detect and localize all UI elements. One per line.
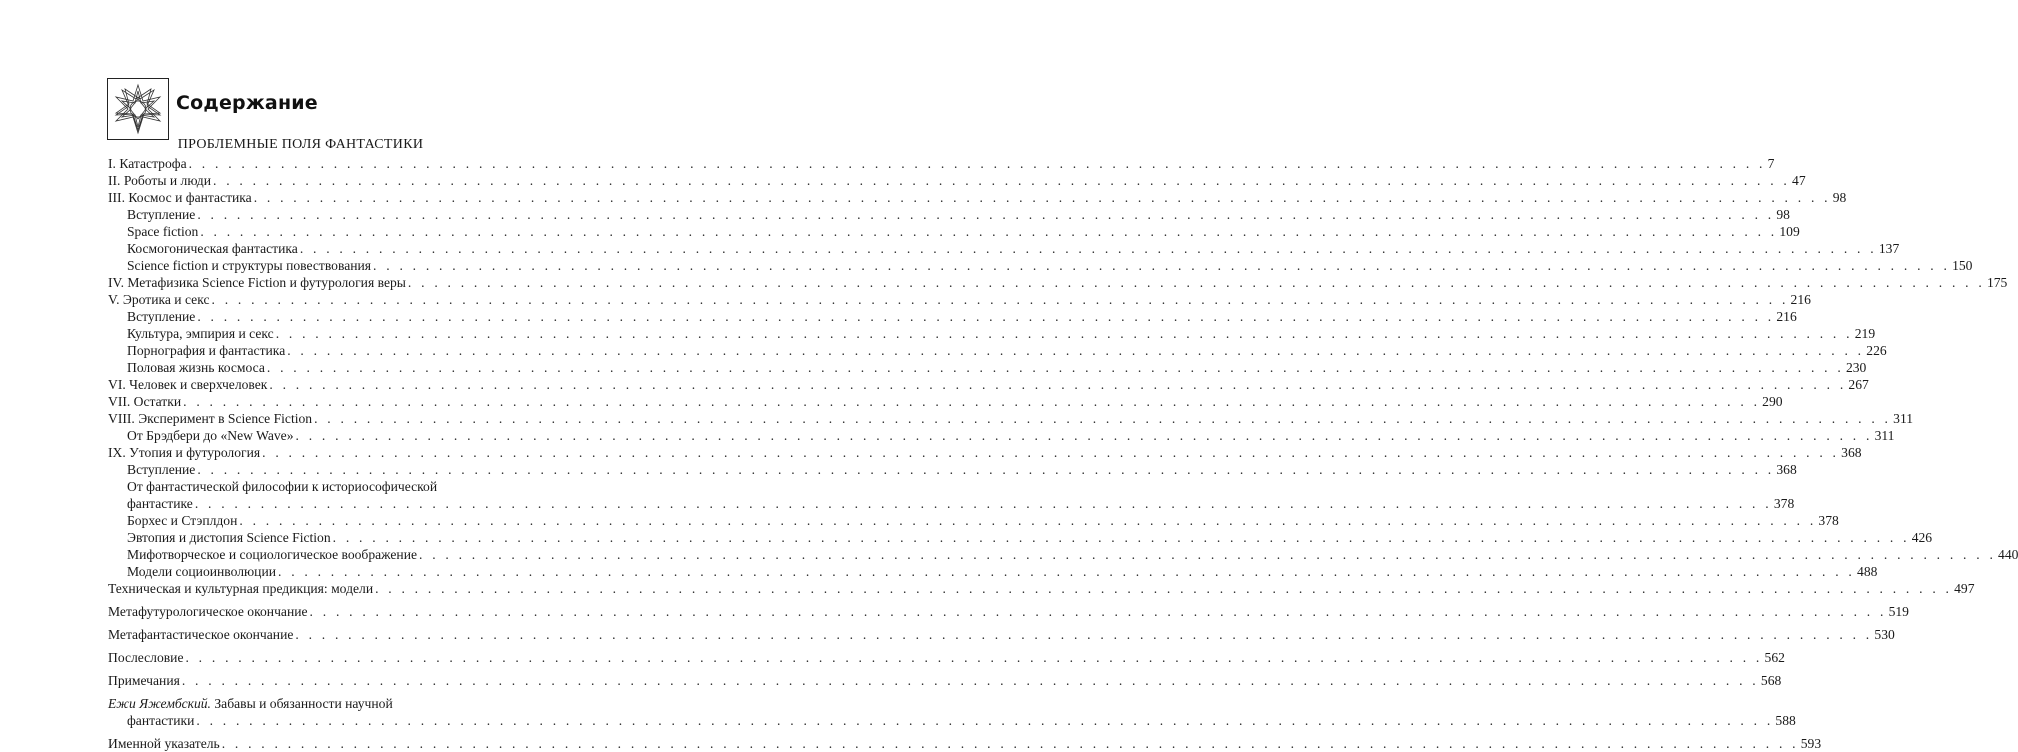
toc-entry-label: Метафантастическое окончание bbox=[108, 627, 294, 642]
toc-entry-label: Вступление bbox=[127, 207, 196, 222]
toc-entry[interactable] bbox=[108, 672, 1782, 689]
toc-entry-page: 150 bbox=[1952, 258, 1973, 273]
dot-leader: . . . . . . . . . . . . . . . . . . . . . . . . . . . . . . . . . . . . . . . . . . . . . . . . . . . . . . . . . . . . . . . . . . . . . . . . . . . . . . . . . . . . . . . . . . . . . . . . . . . . . . . . . . . . . . . . . . . . . . . . bbox=[299, 241, 1877, 256]
toc-entry-page: 175 bbox=[1986, 275, 2008, 290]
section-heading: ПРОБЛЕМНЫЕ ПОЛЯ ФАНТАСТИКИ bbox=[177, 137, 424, 152]
toc-entry-page: 530 bbox=[1874, 627, 1895, 642]
toc-entry-page: 378 bbox=[1818, 513, 1839, 528]
toc-entry-label: Эвтопия и дистопия Science Fiction bbox=[127, 530, 331, 545]
toc-entry-label: От Брэдбери до «New Wave» bbox=[127, 428, 294, 443]
toc-entry-label: Модели социоинволюции bbox=[127, 564, 276, 579]
toc-entry-page: 426 bbox=[1911, 530, 1933, 545]
toc-entry-label: Вступление bbox=[127, 462, 196, 477]
toc-entry-label: I. Катастрофа bbox=[108, 156, 187, 171]
toc-entry-page: 440 bbox=[1998, 547, 2018, 562]
dot-leader: . . . . . . . . . . . . . . . . . . . . . . . . . . . . . . . . . . . . . . . . . . . . . . . . . . . . . . . . . . . . . . . . . . . . . . . . . . . . . . . . . . . . . . . . . . . . . . . . . . . . . . . . . . . . . . . . . . . . . . . . bbox=[266, 360, 1844, 375]
toc-entry[interactable] bbox=[108, 240, 1900, 257]
toc-entry[interactable] bbox=[108, 712, 1796, 729]
toc-entry-page: 568 bbox=[1760, 673, 1782, 688]
toc-entry[interactable] bbox=[108, 546, 2018, 563]
toc-entry-page: 519 bbox=[1888, 604, 1909, 619]
dot-leader: . . . . . . . . . . . . . . . . . . . . . . . . . . . . . . . . . . . . . . . . . . . . . . . . . . . . . . . . . . . . . . . . . . . . . . . . . . . . . . . . . . . . . . . . . . . . . . . . . . . . . . . . . . . . . . . . . . . . . . . . bbox=[239, 513, 1817, 528]
toc-entry-page: 497 bbox=[1954, 581, 1975, 596]
dot-leader: . . . . . . . . . . . . . . . . . . . . . . . . . . . . . . . . . . . . . . . . . . . . . . . . . . . . . . . . . . . . . . . . . . . . . . . . . . . . . . . . . . . . . . . . . . . . . . . . . . . . . . . . . . . . . . . . . . . . . . . . bbox=[407, 275, 1985, 290]
toc-entry-page: 137 bbox=[1878, 241, 1900, 256]
page-title: Содержание bbox=[176, 92, 318, 114]
star-ornament-icon bbox=[107, 78, 169, 140]
dot-leader: . . . . . . . . . . . . . . . . . . . . . . . . . . . . . . . . . . . . . . . . . . . . . . . . . . . . . . . . . . . . . . . . . . . . . . . . . . . . . . . . . . . . . . . . . . . . . . . . . . . . . . . . . . . . . . . . . . . . . . . . bbox=[419, 547, 1997, 562]
toc-entry-page: 98 bbox=[1832, 190, 1847, 205]
toc-entry-label: Техническая и культурная предикция: модели bbox=[108, 581, 374, 596]
toc-entry[interactable] bbox=[108, 206, 1790, 223]
author-name: Ежи Яжембский. bbox=[108, 696, 211, 711]
toc-entry[interactable] bbox=[108, 495, 1795, 512]
toc-entry[interactable] bbox=[108, 529, 1933, 546]
toc-entry[interactable] bbox=[108, 189, 1847, 206]
toc-entry-page: 368 bbox=[1841, 445, 1862, 460]
toc-entry[interactable] bbox=[108, 325, 1876, 342]
toc-entry-label: Порнография и фантастика bbox=[127, 343, 286, 358]
toc-entry-label: Примечания bbox=[108, 673, 180, 688]
toc-entry-label: V. Эротика и секс bbox=[108, 292, 210, 307]
toc-entry[interactable] bbox=[108, 308, 1797, 325]
dot-leader: . . . . . . . . . . . . . . . . . . . . . . . . . . . . . . . . . . . . . . . . . . . . . . . . . . . . . . . . . . . . . . . . . . . . . . . . . . . . . . . . . . . . . . . . . . . . . . . . . . . . . . . . . . . . . . . . . . . . . . . . bbox=[295, 627, 1873, 642]
toc-entry-label: Science fiction и структуры повествования bbox=[127, 258, 372, 273]
toc-entry[interactable] bbox=[108, 291, 1811, 308]
toc-entry[interactable] bbox=[108, 223, 1800, 240]
toc-entry-page: 267 bbox=[1848, 377, 1869, 392]
dot-leader: . . . . . . . . . . . . . . . . . . . . . . . . . . . . . . . . . . . . . . . . . . . . . . . . . . . . . . . . . . . . . . . . . . . . . . . . . . . . . . . . . . . . . . . . . . . . . . . . . . . . . . . . . . . . . . . . . . . . . . . . bbox=[197, 309, 1775, 324]
dot-leader: . . . . . . . . . . . . . . . . . . . . . . . . . . . . . . . . . . . . . . . . . . . . . . . . . . . . . . . . . . . . . . . . . . . . . . . . . . . . . . . . . . . . . . . . . . . . . . . . . . . . . . . . . . . . . . . . . . . . . . . . bbox=[221, 736, 1799, 751]
toc-entry[interactable] bbox=[108, 563, 1878, 580]
dot-leader: . . . . . . . . . . . . . . . . . . . . . . . . . . . . . . . . . . . . . . . . . . . . . . . . . . . . . . . . . . . . . . . . . . . . . . . . . . . . . . . . . . . . . . . . . . . . . . . . . . . . . . . . . . . . . . . . . . . . . . . . bbox=[262, 445, 1840, 460]
toc-entry[interactable] bbox=[108, 735, 1822, 752]
dot-leader: . . . . . . . . . . . . . . . . . . . . . . . . . . . . . . . . . . . . . . . . . . . . . . . . . . . . . . . . . . . . . . . . . . . . . . . . . . . . . . . . . . . . . . . . . . . . . . . . . . . . . . . . . . . . . . . . . . . . . . . . bbox=[269, 377, 1847, 392]
dot-leader: . . . . . . . . . . . . . . . . . . . . . . . . . . . . . . . . . . . . . . . . . . . . . . . . . . . . . . . . . . . . . . . . . . . . . . . . . . . . . . . . . . . . . . . . . . . . . . . . . . . . . . . . . . . . . . . . . . . . . . . . bbox=[314, 411, 1892, 426]
toc-entry[interactable] bbox=[108, 649, 1785, 666]
toc-entry-page: 216 bbox=[1790, 292, 1811, 307]
toc-entry[interactable] bbox=[108, 155, 1775, 172]
toc-entry-page: 378 bbox=[1773, 496, 1795, 511]
toc-entry-label: IV. Метафизика Science Fiction и футурология веры bbox=[108, 275, 406, 290]
toc-entry[interactable] bbox=[108, 626, 1895, 643]
dot-leader: . . . . . . . . . . . . . . . . . . . . . . . . . . . . . . . . . . . . . . . . . . . . . . . . . . . . . . . . . . . . . . . . . . . . . . . . . . . . . . . . . . . . . . . . . . . . . . . . . . . . . . . . . . . . . . . . . . . . . . . . bbox=[197, 207, 1775, 222]
toc-entry-page: 368 bbox=[1776, 462, 1797, 477]
toc-entry[interactable] bbox=[108, 376, 1869, 393]
dot-leader: . . . . . . . . . . . . . . . . . . . . . . . . . . . . . . . . . . . . . . . . . . . . . . . . . . . . . . . . . . . . . . . . . . . . . . . . . . . . . . . . . . . . . . . . . . . . . . . . . . . . . . . . . . . . . . . . . . . . . . . . bbox=[181, 673, 1759, 688]
toc-entry-page: 7 bbox=[1767, 156, 1775, 171]
toc-entry-label-line bbox=[108, 695, 493, 712]
dot-leader: . . . . . . . . . . . . . . . . . . . . . . . . . . . . . . . . . . . . . . . . . . . . . . . . . . . . . . . . . . . . . . . . . . . . . . . . . . . . . . . . . . . . . . . . . . . . . . . . . . . . . . . . . . . . . . . . . . . . . . . . bbox=[211, 292, 1789, 307]
toc-entry-page: 109 bbox=[1779, 224, 1800, 239]
toc-entry-page: 216 bbox=[1776, 309, 1797, 324]
toc-entry[interactable] bbox=[108, 444, 1862, 461]
toc-entry[interactable] bbox=[108, 427, 1895, 444]
toc-entry-label: VII. Остатки bbox=[108, 394, 182, 409]
dot-leader: . . . . . . . . . . . . . . . . . . . . . . . . . . . . . . . . . . . . . . . . . . . . . . . . . . . . . . . . . . . . . . . . . . . . . . . . . . . . . . . . . . . . . . . . . . . . . . . . . . . . . . . . . . . . . . . . . . . . . . . . bbox=[309, 604, 1887, 619]
dot-leader: . . . . . . . . . . . . . . . . . . . . . . . . . . . . . . . . . . . . . . . . . . . . . . . . . . . . . . . . . . . . . . . . . . . . . . . . . . . . . . . . . . . . . . . . . . . . . . . . . . . . . . . . . . . . . . . . . . . . . . . . bbox=[200, 224, 1778, 239]
toc-entry-label: VIII. Эксперимент в Science Fiction bbox=[108, 411, 313, 426]
toc-entry[interactable] bbox=[108, 172, 1806, 189]
dot-leader: . . . . . . . . . . . . . . . . . . . . . . . . . . . . . . . . . . . . . . . . . . . . . . . . . . . . . . . . . . . . . . . . . . . . . . . . . . . . . . . . . . . . . . . . . . . . . . . . . . . . . . . . . . . . . . . . . . . . . . . . bbox=[194, 496, 1772, 511]
toc-entry-page: 290 bbox=[1762, 394, 1783, 409]
dot-leader: . . . . . . . . . . . . . . . . . . . . . . . . . . . . . . . . . . . . . . . . . . . . . . . . . . . . . . . . . . . . . . . . . . . . . . . . . . . . . . . . . . . . . . . . . . . . . . . . . . . . . . . . . . . . . . . . . . . . . . . . bbox=[295, 428, 1873, 443]
toc-entry-page: 230 bbox=[1845, 360, 1867, 375]
toc-entry-label: Вступление bbox=[127, 309, 196, 324]
dot-leader: . . . . . . . . . . . . . . . . . . . . . . . . . . . . . . . . . . . . . . . . . . . . . . . . . . . . . . . . . . . . . . . . . . . . . . . . . . . . . . . . . . . . . . . . . . . . . . . . . . . . . . . . . . . . . . . . . . . . . . . . bbox=[373, 258, 1951, 273]
toc-entry[interactable] bbox=[108, 393, 1783, 410]
dot-leader: . . . . . . . . . . . . . . . . . . . . . . . . . . . . . . . . . . . . . . . . . . . . . . . . . . . . . . . . . . . . . . . . . . . . . . . . . . . . . . . . . . . . . . . . . . . . . . . . . . . . . . . . . . . . . . . . . . . . . . . . bbox=[196, 713, 1774, 728]
dot-leader: . . . . . . . . . . . . . . . . . . . . . . . . . . . . . . . . . . . . . . . . . . . . . . . . . . . . . . . . . . . . . . . . . . . . . . . . . . . . . . . . . . . . . . . . . . . . . . . . . . . . . . . . . . . . . . . . . . . . . . . . bbox=[188, 156, 1766, 171]
toc-entry-title: Забавы и обязанности научной bbox=[210, 696, 393, 711]
toc-entry-page: 562 bbox=[1764, 650, 1785, 665]
toc-entry[interactable] bbox=[108, 274, 2008, 291]
toc-entry-label: Космогоническая фантастика bbox=[127, 241, 298, 256]
dot-leader: . . . . . . . . . . . . . . . . . . . . . . . . . . . . . . . . . . . . . . . . . . . . . . . . . . . . . . . . . . . . . . . . . . . . . . . . . . . . . . . . . . . . . . . . . . . . . . . . . . . . . . . . . . . . . . . . . . . . . . . . bbox=[275, 326, 1853, 341]
dot-leader: . . . . . . . . . . . . . . . . . . . . . . . . . . . . . . . . . . . . . . . . . . . . . . . . . . . . . . . . . . . . . . . . . . . . . . . . . . . . . . . . . . . . . . . . . . . . . . . . . . . . . . . . . . . . . . . . . . . . . . . . bbox=[332, 530, 1910, 545]
toc-entry-label: Культура, эмпирия и секс bbox=[127, 326, 274, 341]
dot-leader: . . . . . . . . . . . . . . . . . . . . . . . . . . . . . . . . . . . . . . . . . . . . . . . . . . . . . . . . . . . . . . . . . . . . . . . . . . . . . . . . . . . . . . . . . . . . . . . . . . . . . . . . . . . . . . . . . . . . . . . . bbox=[278, 564, 1856, 579]
toc-entry-page: 588 bbox=[1775, 713, 1796, 728]
dot-leader: . . . . . . . . . . . . . . . . . . . . . . . . . . . . . . . . . . . . . . . . . . . . . . . . . . . . . . . . . . . . . . . . . . . . . . . . . . . . . . . . . . . . . . . . . . . . . . . . . . . . . . . . . . . . . . . . . . . . . . . . bbox=[253, 190, 1831, 205]
dot-leader: . . . . . . . . . . . . . . . . . . . . . . . . . . . . . . . . . . . . . . . . . . . . . . . . . . . . . . . . . . . . . . . . . . . . . . . . . . . . . . . . . . . . . . . . . . . . . . . . . . . . . . . . . . . . . . . . . . . . . . . . bbox=[197, 462, 1775, 477]
toc-entry-page: 593 bbox=[1800, 736, 1822, 751]
dot-leader: . . . . . . . . . . . . . . . . . . . . . . . . . . . . . . . . . . . . . . . . . . . . . . . . . . . . . . . . . . . . . . . . . . . . . . . . . . . . . . . . . . . . . . . . . . . . . . . . . . . . . . . . . . . . . . . . . . . . . . . . bbox=[375, 581, 1953, 596]
toc-entry-label-line: От фантастической философии к историософической bbox=[127, 479, 438, 494]
toc-entry-page: 226 bbox=[1866, 343, 1887, 358]
toc-entry-label: Послесловие bbox=[108, 650, 184, 665]
toc-entry-label: Борхес и Стэплдон bbox=[127, 513, 238, 528]
toc-entry-label: фантастике bbox=[127, 496, 193, 511]
toc-entry-label: II. Роботы и люди bbox=[108, 173, 211, 188]
toc-entry-label: Space fiction bbox=[127, 224, 199, 239]
toc-entry[interactable] bbox=[108, 257, 1973, 274]
dot-leader: . . . . . . . . . . . . . . . . . . . . . . . . . . . . . . . . . . . . . . . . . . . . . . . . . . . . . . . . . . . . . . . . . . . . . . . . . . . . . . . . . . . . . . . . . . . . . . . . . . . . . . . . . . . . . . . . . . . . . . . . bbox=[185, 650, 1763, 665]
dot-leader: . . . . . . . . . . . . . . . . . . . . . . . . . . . . . . . . . . . . . . . . . . . . . . . . . . . . . . . . . . . . . . . . . . . . . . . . . . . . . . . . . . . . . . . . . . . . . . . . . . . . . . . . . . . . . . . . . . . . . . . . bbox=[287, 343, 1865, 358]
toc-entry[interactable] bbox=[108, 603, 1909, 620]
toc-entry[interactable] bbox=[108, 512, 1839, 529]
toc-entry-label: IX. Утопия и футурология bbox=[108, 445, 261, 460]
toc-entry-label: VI. Человек и сверхчеловек bbox=[108, 377, 268, 392]
toc-entry[interactable] bbox=[108, 461, 1797, 478]
toc-entry-page: 311 bbox=[1893, 411, 1914, 426]
toc-entry[interactable] bbox=[108, 410, 1914, 427]
dot-leader: . . . . . . . . . . . . . . . . . . . . . . . . . . . . . . . . . . . . . . . . . . . . . . . . . . . . . . . . . . . . . . . . . . . . . . . . . . . . . . . . . . . . . . . . . . . . . . . . . . . . . . . . . . . . . . . . . . . . . . . . bbox=[213, 173, 1791, 188]
dot-leader: . . . . . . . . . . . . . . . . . . . . . . . . . . . . . . . . . . . . . . . . . . . . . . . . . . . . . . . . . . . . . . . . . . . . . . . . . . . . . . . . . . . . . . . . . . . . . . . . . . . . . . . . . . . . . . . . . . . . . . . . bbox=[183, 394, 1761, 409]
toc-entry[interactable] bbox=[108, 580, 1975, 597]
toc-entry-label: Мифотворческое и социологическое воображение bbox=[127, 547, 418, 562]
toc-entry-page: 488 bbox=[1857, 564, 1878, 579]
table-of-contents bbox=[108, 155, 2018, 752]
toc-entry-page: 219 bbox=[1854, 326, 1876, 341]
toc-entry-page: 47 bbox=[1792, 173, 1806, 188]
toc-entry-label: фантастики bbox=[127, 713, 195, 728]
toc-entry[interactable] bbox=[108, 342, 1887, 359]
toc-entry-page: 311 bbox=[1874, 428, 1895, 443]
toc-entry-label: Метафутурологическое окончание bbox=[108, 604, 308, 619]
toc-entry-label: III. Космос и фантастика bbox=[108, 190, 252, 205]
toc-entry-label: Именной указатель bbox=[108, 736, 220, 751]
toc-entry[interactable] bbox=[108, 359, 1867, 376]
toc-entry-page: 98 bbox=[1776, 207, 1790, 222]
toc-entry-label: Половая жизнь космоса bbox=[127, 360, 265, 375]
